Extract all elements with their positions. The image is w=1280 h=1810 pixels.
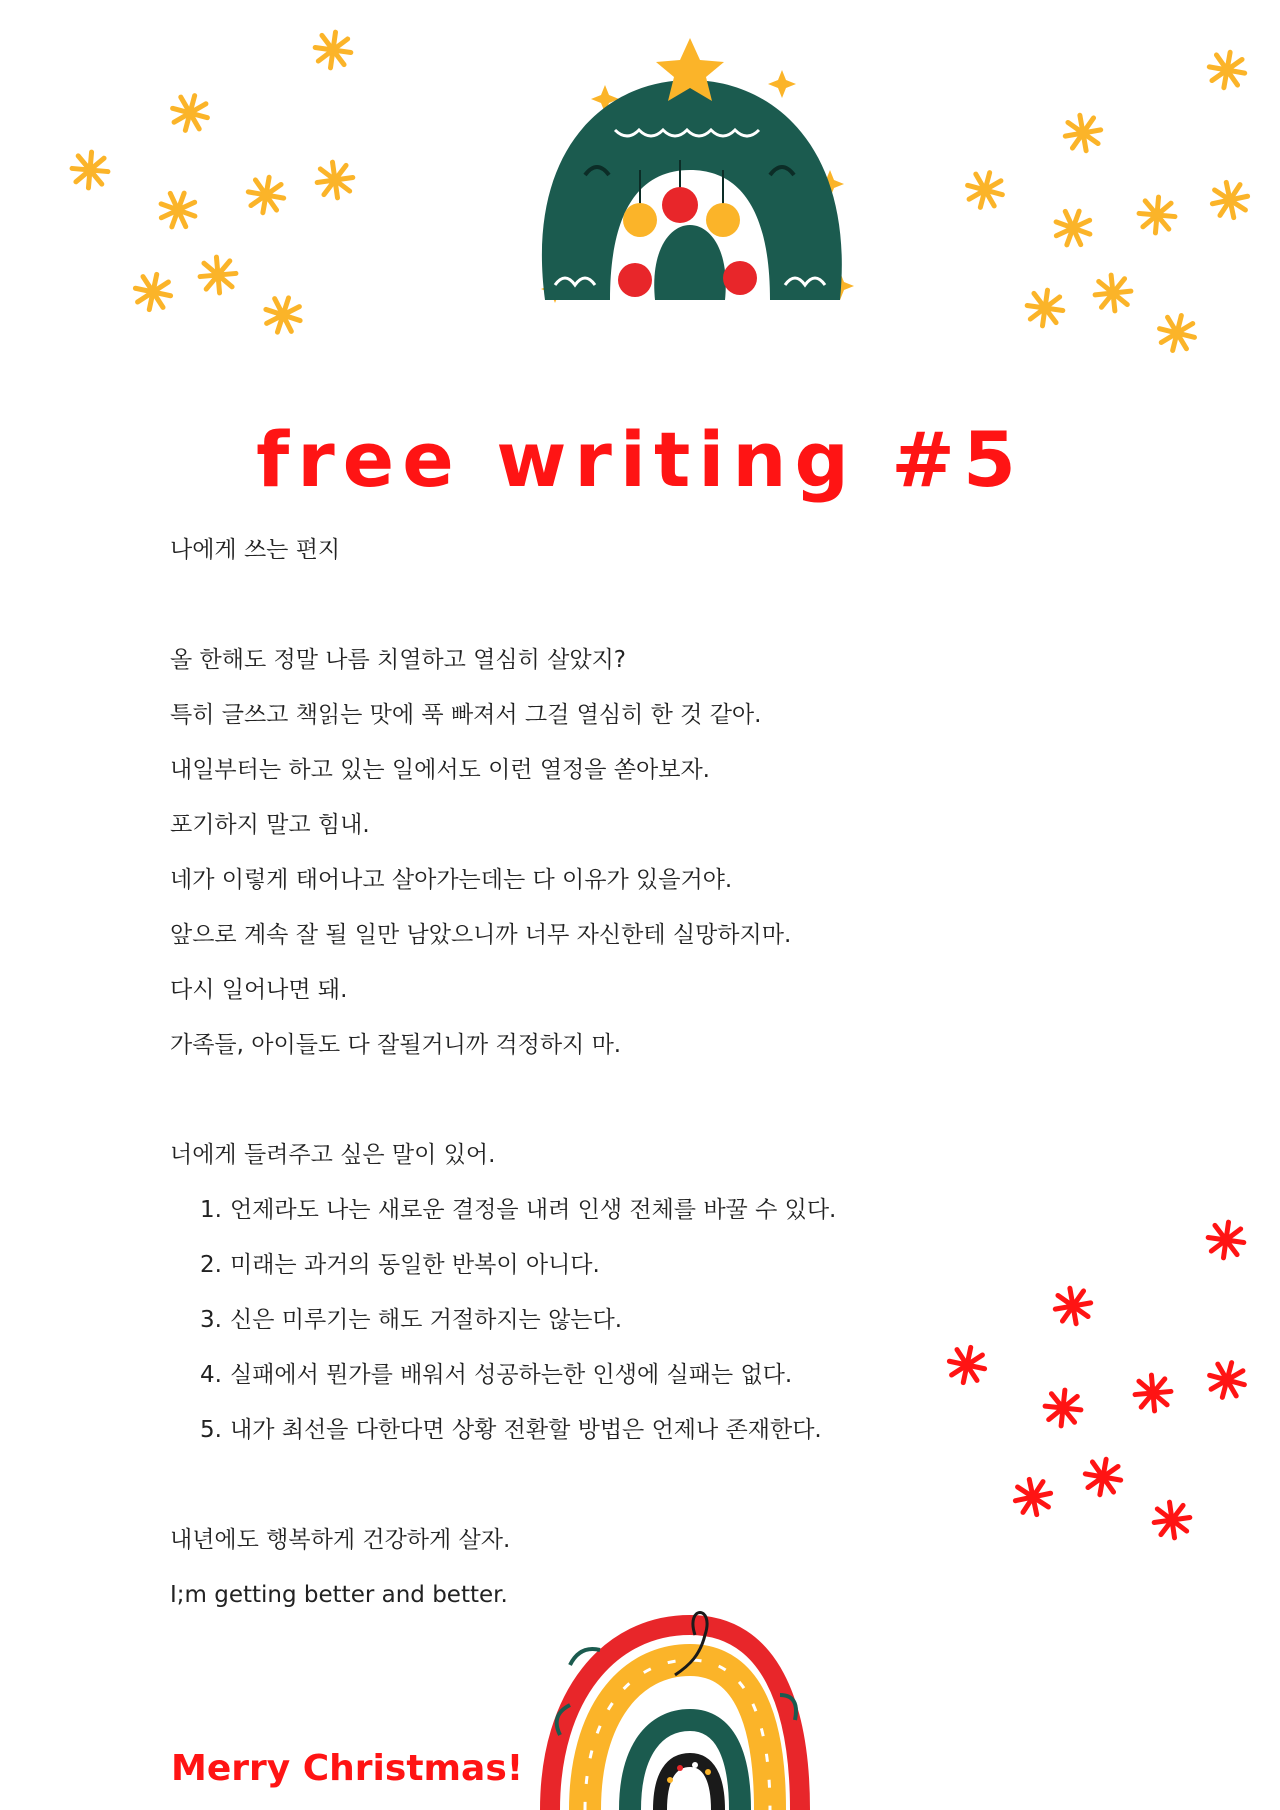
list-number: 5. [200,1417,222,1443]
list-text: 실패에서 뭔가를 배워서 성공하는한 인생에 실패는 없다. [230,1362,793,1388]
star-icon [313,30,354,71]
letter-line: 앞으로 계속 잘 될 일만 남았으니까 너무 자신한테 실망하지마. [170,922,792,948]
list-text: 언제라도 나는 새로운 결정을 내려 인생 전체를 바꿀 수 있다. [230,1197,837,1223]
list-text: 미래는 과거의 동일한 반복이 아니다. [230,1252,600,1278]
star-icon [1206,49,1248,91]
star-icon [132,271,175,314]
star-icon [1137,195,1176,234]
list-item [170,1238,970,1293]
star-icon [155,187,201,233]
star-icon [1052,1285,1094,1327]
list-number: 1. [200,1197,222,1223]
star-icon [245,174,287,216]
star-icon [198,255,237,294]
letter-line: 내일부터는 하고 있는 일에서도 이런 열정을 쏟아보자. [170,757,710,783]
star-icon [70,150,109,189]
list-number: 2. [200,1252,222,1278]
letter-line: 다시 일어나면 돼. [170,977,348,1003]
list-text: 신은 미루기는 해도 거절하지는 않는다. [230,1307,623,1333]
star-icon [1206,1220,1247,1261]
letter-line: 가족들, 아이들도 다 잘될거니까 걱정하지 마. [170,1032,622,1058]
star-icon [1133,1373,1172,1412]
letter-list-intro: 너에게 들려주고 싶은 말이 있어. [170,1142,496,1168]
star-icon [1012,1476,1055,1519]
christmas-tree-rainbow-illustration [495,10,875,330]
letter-line: 특히 글쓰고 책읽는 맛에 푹 빠져서 그걸 열심히 한 것 같아. [170,702,762,728]
star-icon [1025,288,1066,329]
star-icon [1093,273,1133,313]
page-title: free writing #5 [256,415,1024,504]
star-icon [1209,179,1252,222]
star-icon [315,160,356,201]
letter-line: 네가 이렇게 태어나고 살아가는데는 다 이유가 있을거야. [170,867,733,893]
list-number: 4. [200,1362,222,1388]
letter-line: 올 한해도 정말 나름 치열하고 열심히 살았지? [170,647,626,673]
list-number: 3. [200,1307,222,1333]
list-text: 내가 최선을 다한다면 상황 전환할 방법은 언제나 존재한다. [230,1417,822,1443]
star-icon [1050,205,1096,251]
star-icon [260,292,305,337]
letter-heading: 나에게 쓰는 편지 [170,537,341,563]
list-item [170,1183,970,1238]
star-icon [1082,1456,1124,1498]
merry-christmas-text: Merry Christmas! [171,1748,524,1789]
letter-line: 포기하지 말고 힘내. [170,812,370,838]
star-icon [1152,1500,1193,1541]
list-item [170,1348,970,1403]
star-icon [168,91,212,135]
list-item [170,1403,970,1458]
star-icon [1205,1358,1249,1402]
letter-closing: 내년에도 행복하게 건강하게 살자. [170,1527,511,1553]
letter-body [170,523,970,1623]
striped-rainbow-illustration [530,1605,810,1810]
star-icon [1043,1388,1083,1428]
letter-closing: I;m getting better and better. [170,1582,508,1608]
star-icon [1062,112,1104,154]
star-icon [963,168,1007,212]
star-icon [1155,311,1199,355]
list-item [170,1293,970,1348]
